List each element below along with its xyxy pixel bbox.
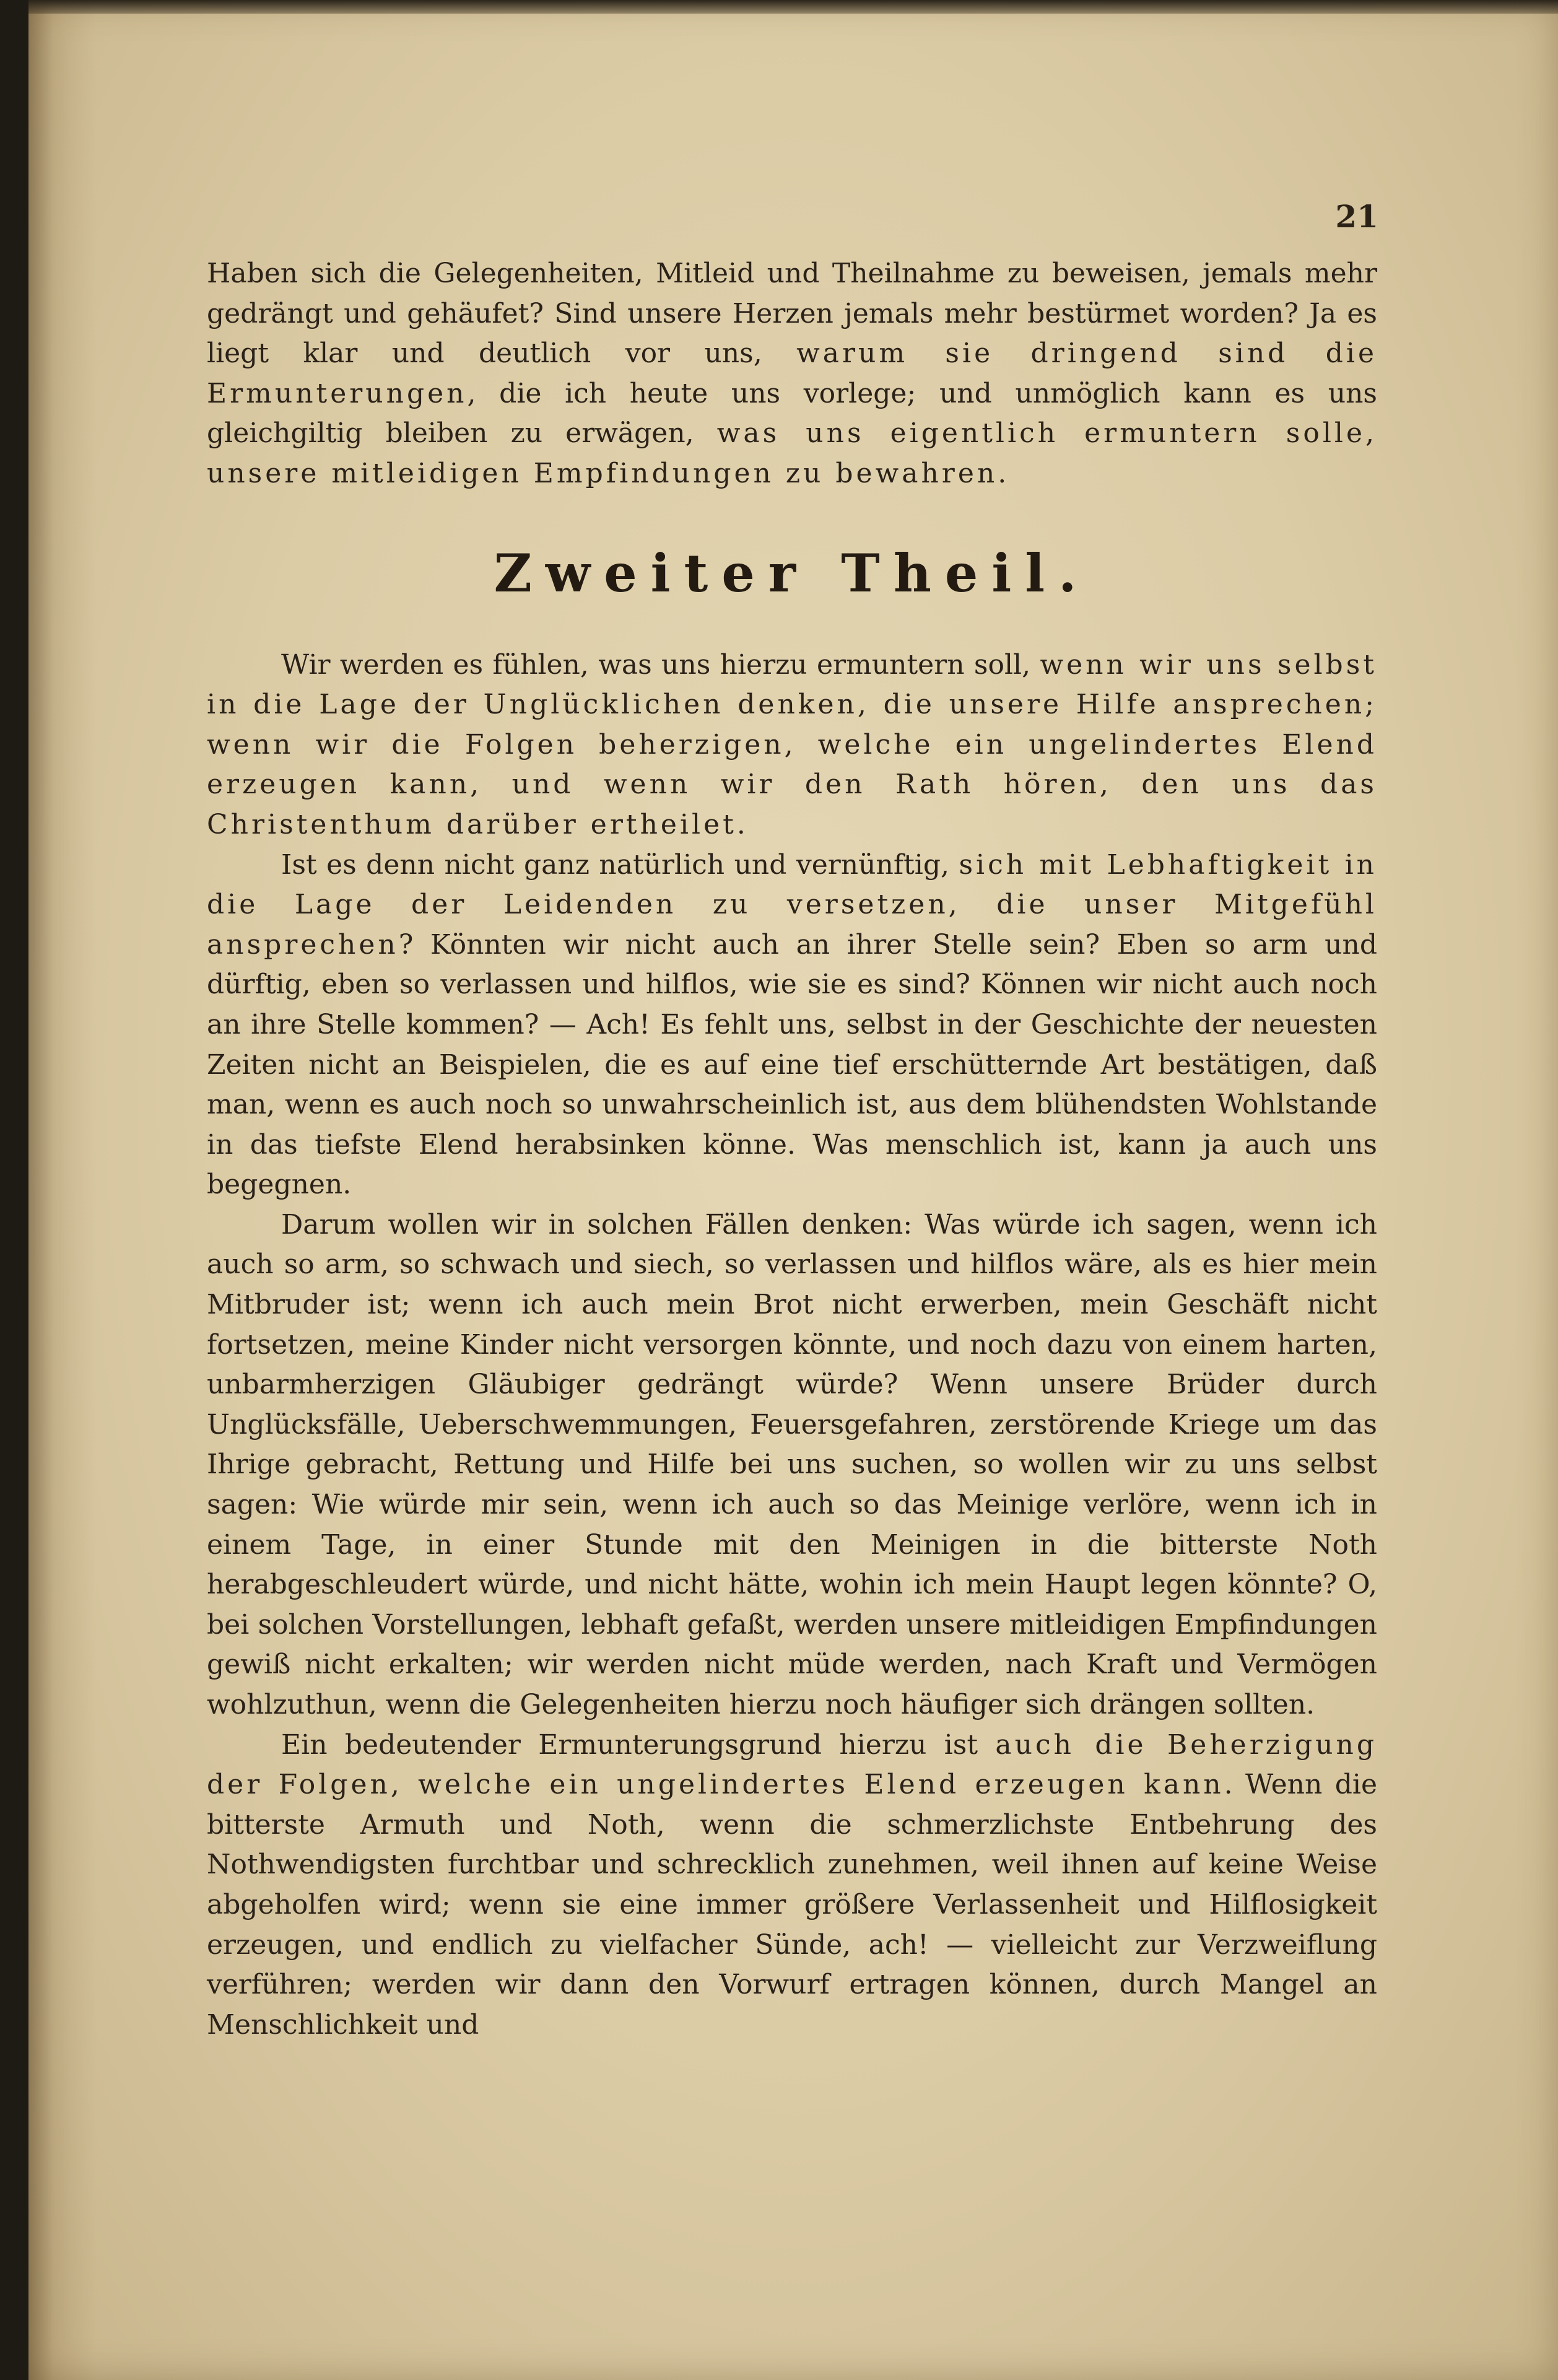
paragraph-1 xyxy=(207,254,1377,494)
spaced-emphasis: wenn wir uns selbst in die Lage der Unglücklichen denken, die unsere Hilfe ansprechen; wenn wir die Folgen beherzigen, welche ein ungelindertes Elend erzeugen kann, und wenn wir den Rath hören, den uns das Christenthum darüber ertheilet xyxy=(207,648,1377,840)
paragraph-2 xyxy=(207,645,1377,845)
text-run: Ein bedeutender Ermunterungsgrund hierzu ist xyxy=(281,1728,996,1761)
spaced-emphasis: auch die Beherzigung der Folgen, welche ein ungelindertes Elend erzeugen kann xyxy=(207,1728,1377,1801)
text-run: Wir werden es fühlen, was uns hierzu ermuntern soll, xyxy=(281,648,1040,681)
text-run: . xyxy=(998,457,1007,489)
spaced-emphasis: was uns eigentlich ermuntern solle, unsere mitleidigen Empfindungen zu bewahren xyxy=(207,417,1377,489)
page-top-edge xyxy=(28,0,1558,14)
text-run: . xyxy=(736,808,746,840)
spaced-emphasis: sich mit Lebhaftigkeit in die Lage der Leidenden zu versetzen, die unser Mitgefühl ansprechen xyxy=(207,848,1377,961)
page-body xyxy=(207,254,1377,2045)
page-number: 21 xyxy=(1335,198,1378,235)
spaced-emphasis: warum sie dringend sind die Ermunterungen xyxy=(207,338,1377,409)
text-run: . Wenn die bitterste Armuth und Noth, wenn die schmerzlichste Entbehrung des Nothwendigsten furchtbar und schrecklich zunehmen, weil ihnen auf keine Weise abgeholfen wird; wenn sie eine immer größere Verlassenheit und Hilflosigkeit erzeugen, und endlich zu vielfacher Sünde, ach! — vielleicht zur Verzweiflung verführen; werden wir dann den Vorwurf ertragen können, durch Mangel an Menschlichkeit und xyxy=(207,1769,1378,2041)
text-run: Darum wollen wir in solchen Fällen denken: Was würde ich sagen, wenn ich auch so arm, so schwach und siech, so verlassen und hilflos wäre, als es hier mein Mitbruder ist; wenn ich auch mein Brot nicht erwerben, mein Geschäft nicht fortsetzen, meine Kinder nicht versorgen könnte, und noch dazu von einem harten, unbarmherzigen Gläubiger gedrängt würde? Wenn unsere Brüder durch Unglücksfälle, Ueberschwemmungen, Feuersgefahren, zerstörende Kriege um das Ihrige gebracht, Rettung und Hilfe bei uns suchen, so wollen wir zu uns selbst sagen: Wie würde mir sein, wenn ich auch so das Meinige verlöre, wenn ich in einem Tage, in einer Stunde mit den Meinigen in die bitterste Noth herabgeschleudert würde, und nicht hätte, wohin ich mein Haupt legen könnte? O, bei solchen Vorstellungen, lebhaft gefaßt, werden unsere mitleidigen Empfindungen gewiß nicht erkalten; wir werden nicht müde werden, nach Kraft und Vermögen wohlzuthun, wenn die Gelegenheiten hierzu noch häufiger sich drängen sollten. xyxy=(207,1208,1377,1720)
section-heading: Zweiter Theil. xyxy=(494,542,1090,604)
paragraph-5 xyxy=(207,1725,1377,2046)
paragraph-4 xyxy=(207,1205,1377,1725)
text-run: , die ich heute uns vorlege; und unmöglich kann es uns gleichgiltig bleiben zu erwägen, xyxy=(207,377,1377,450)
text-run: Haben sich die Gelegenheiten, Mitleid und Theilnahme zu beweisen, jemals mehr gedrängt und gehäufet? Sind unsere Herzen jemals mehr bestürmet worden? Ja es liegt klar und deutlich vor uns, xyxy=(207,258,1377,370)
book-page xyxy=(28,0,1558,2380)
text-run: Ist es denn nicht ganz natürlich und vernünftig, xyxy=(281,848,959,881)
text-run: ? Könnten wir nicht auch an ihrer Stelle sein? Eben so arm und dürftig, eben so verlassen und hilflos, wie sie es sind? Können wir nicht auch noch an ihre Stelle kommen? — Ach! Es fehlt uns, selbst in der Geschichte der neuesten Zeiten nicht an Beispielen, die es auf eine tief erschütternde Art bestätigen, daß man, wenn es auch noch so unwahrscheinlich ist, aus dem blühendsten Wohlstande in das tiefste Elend herabsinken könne. Was menschlich ist, kann ja auch uns begegnen. xyxy=(207,928,1377,1201)
paragraph-3 xyxy=(207,845,1377,1205)
